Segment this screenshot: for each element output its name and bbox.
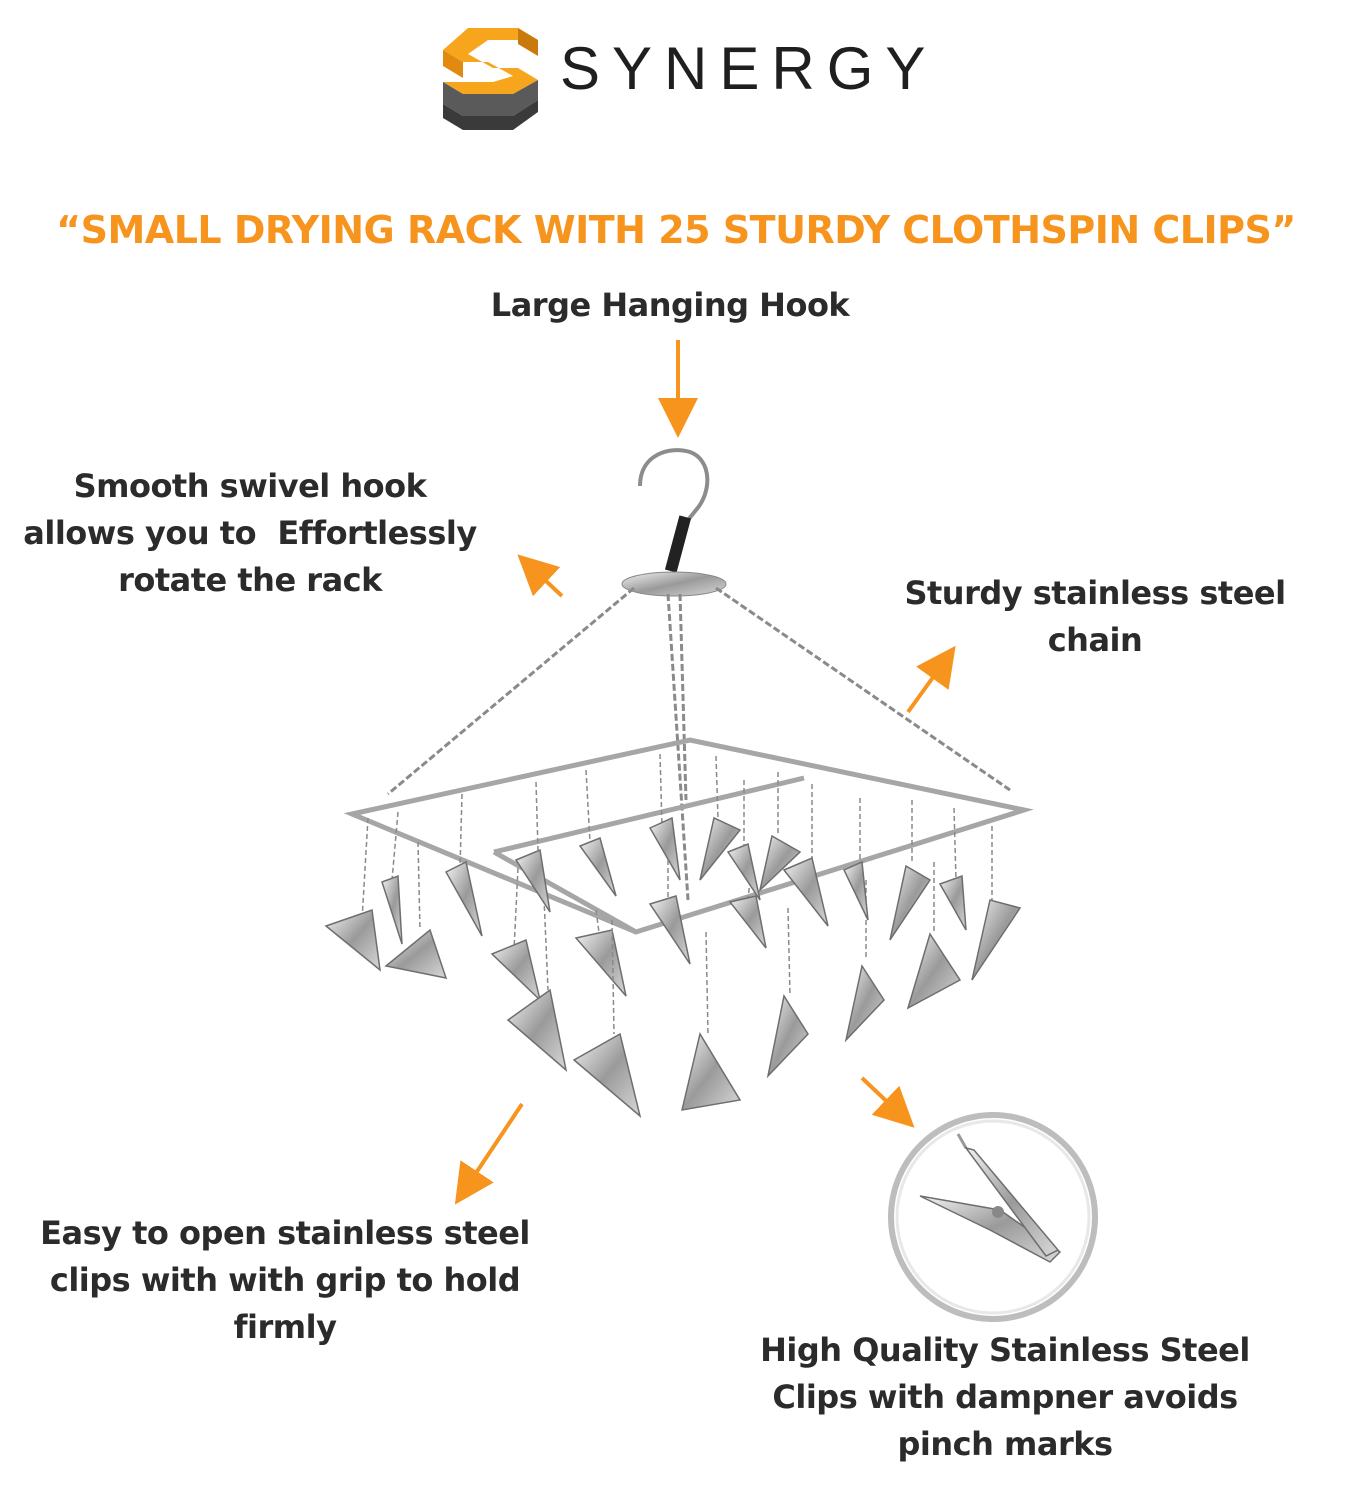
zoom-arrow bbox=[862, 1078, 900, 1114]
clip bbox=[326, 818, 380, 970]
callout-swivel-line: allows you to Effortlessly bbox=[23, 514, 477, 552]
clips-arrow bbox=[466, 1104, 522, 1188]
hanging-hook bbox=[640, 450, 707, 572]
headline: “SMALL DRYING RACK WITH 25 STURDY CLOTHSPIN CLIPS” bbox=[56, 208, 1296, 252]
callout-clips-line: Easy to open stainless steel bbox=[40, 1214, 530, 1252]
callout-swivel-hook bbox=[0, 463, 500, 604]
brand-name: SYNERGY bbox=[560, 35, 938, 102]
chain-arrow bbox=[908, 662, 944, 712]
clip-zoom-circle bbox=[891, 1115, 1095, 1319]
callout-swivel-line: rotate the rack bbox=[118, 561, 382, 599]
rack-frame bbox=[352, 740, 1024, 932]
callout-quality-line: Clips with dampner avoids bbox=[772, 1378, 1238, 1416]
callout-hook-line: Large Hanging Hook bbox=[490, 286, 850, 324]
clip bbox=[650, 754, 680, 880]
clip bbox=[768, 908, 808, 1076]
clip bbox=[972, 826, 1020, 980]
swivel-disc bbox=[622, 572, 726, 596]
swivel-arrow bbox=[532, 568, 562, 596]
callout-quality-line: pinch marks bbox=[897, 1425, 1113, 1463]
callout-easy-open-clips bbox=[0, 1210, 570, 1351]
clip bbox=[650, 860, 690, 964]
clip bbox=[940, 808, 966, 930]
callout-chain-line: chain bbox=[1047, 621, 1143, 659]
clip bbox=[890, 800, 930, 940]
callout-chain-line: Sturdy stainless steel bbox=[904, 574, 1286, 612]
callout-high-quality-clips bbox=[700, 1327, 1310, 1468]
callout-clips-line: clips with with grip to hold bbox=[49, 1261, 521, 1299]
callout-quality-line: High Quality Stainless Steel bbox=[760, 1331, 1250, 1369]
clip bbox=[580, 770, 616, 896]
callout-hanging-hook bbox=[440, 282, 900, 329]
callout-clips-line: firmly bbox=[233, 1308, 337, 1346]
callout-swivel-line: Smooth swivel hook bbox=[73, 467, 427, 505]
callout-steel-chain bbox=[870, 570, 1320, 664]
clip bbox=[682, 932, 740, 1110]
